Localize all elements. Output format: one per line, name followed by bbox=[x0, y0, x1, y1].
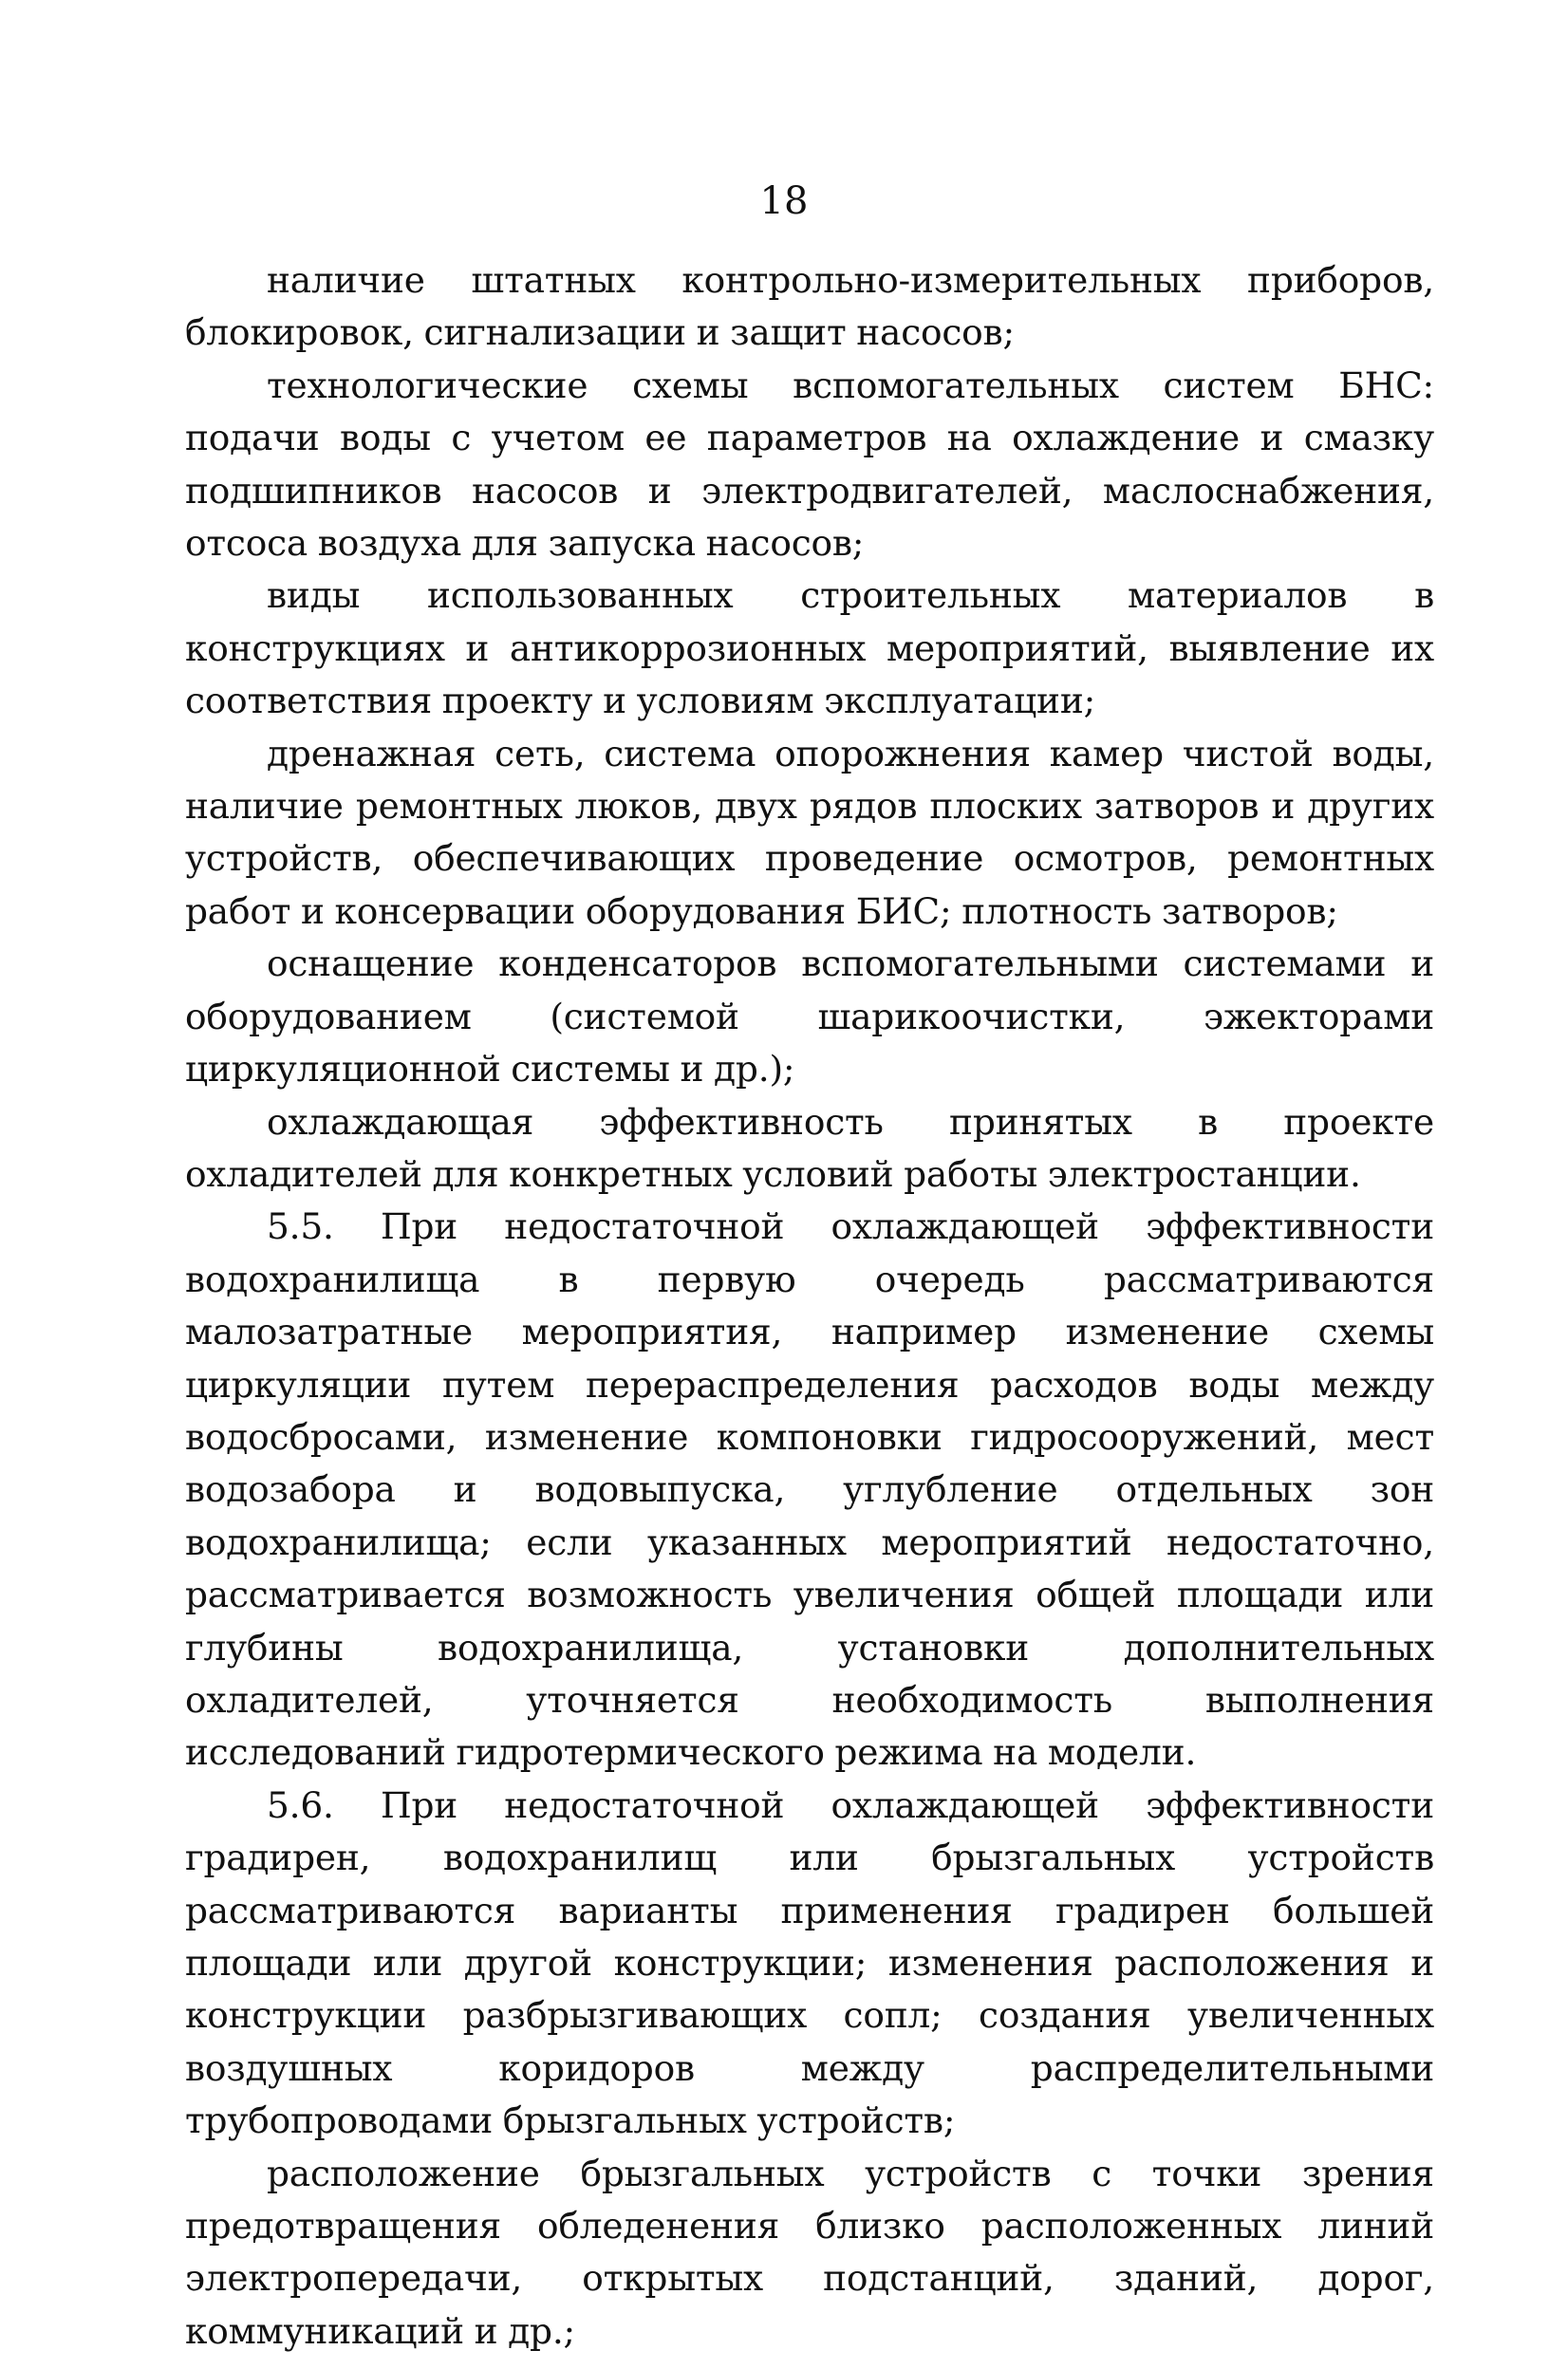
paragraph-section-5-6: 5.6. При недостаточной охлаждающей эффективности градирен, водохранилищ или брызгальных устройств рассматриваются варианты применения градирен большей площади или другой конструкции; изменения расположения и конструкции разбрызгивающих сопл; создания увеличенных воздушных коридоров между распределительными трубопроводами брызгальных устройств; bbox=[185, 1783, 1434, 2142]
paragraph-drainage-network: дренажная сеть, система опорожнения камер чистой воды, наличие ремонтных люков, двух рядов плоских затворов и других устройств, обеспечивающих проведение осмотров, ремонтных работ и консервации оборудования БИС; плотность затворов; bbox=[185, 732, 1434, 932]
paragraph-auxiliary-systems: технологические схемы вспомогательных систем БНС: подачи воды с учетом ее параметров на охлаждение и смазку подшипников насосов и электродвигателей, маслоснабжения, отсоса воздуха для запуска насосов; bbox=[185, 364, 1434, 565]
paragraph-construction-materials: виды использованных строительных материалов в конструкциях и антикоррозионных мероприятий, выявление их соответствия проекту и условиям эксплуатации; bbox=[185, 574, 1434, 722]
paragraph-instrumentation: наличие штатных контрольно-измерительных приборов, блокировок, сигнализации и защит насосов; bbox=[185, 259, 1434, 354]
paragraph-spray-devices-placement: расположение брызгальных устройств с точки зрения предотвращения обледенения близко расположенных линий электропередачи, открытых подстанций, зданий, дорог, коммуникаций и др.; bbox=[185, 2152, 1434, 2352]
paragraph-section-5-5: 5.5. При недостаточной охлаждающей эффективности водохранилища в первую очередь рассматриваются малозатратные мероприятия, например изменение схемы циркуляции путем перераспределения расходов воды между водосбросами, изменение компоновки гидросооружений, мест водозабора и водовыпуска, углубление отдельных зон водохранилища; если указанных мероприятий недостаточно, рассматривается возможность увеличения общей площади или глубины водохранилища, установки дополнительных охладителей, уточняется необходимость выполнения исследований гидротермического режима на модели. bbox=[185, 1205, 1434, 1774]
paragraph-cooling-efficiency: охлаждающая эффективность принятых в проекте охладителей для конкретных условий работы электростанции. bbox=[185, 1100, 1434, 1195]
paragraph-condenser-equipment: оснащение конденсаторов вспомогательными системами и оборудованием (системой шарикоочистки, эжекторами циркуляционной системы и др.); bbox=[185, 942, 1434, 1091]
page-number: 18 bbox=[759, 179, 809, 223]
body-text bbox=[185, 254, 1434, 2358]
